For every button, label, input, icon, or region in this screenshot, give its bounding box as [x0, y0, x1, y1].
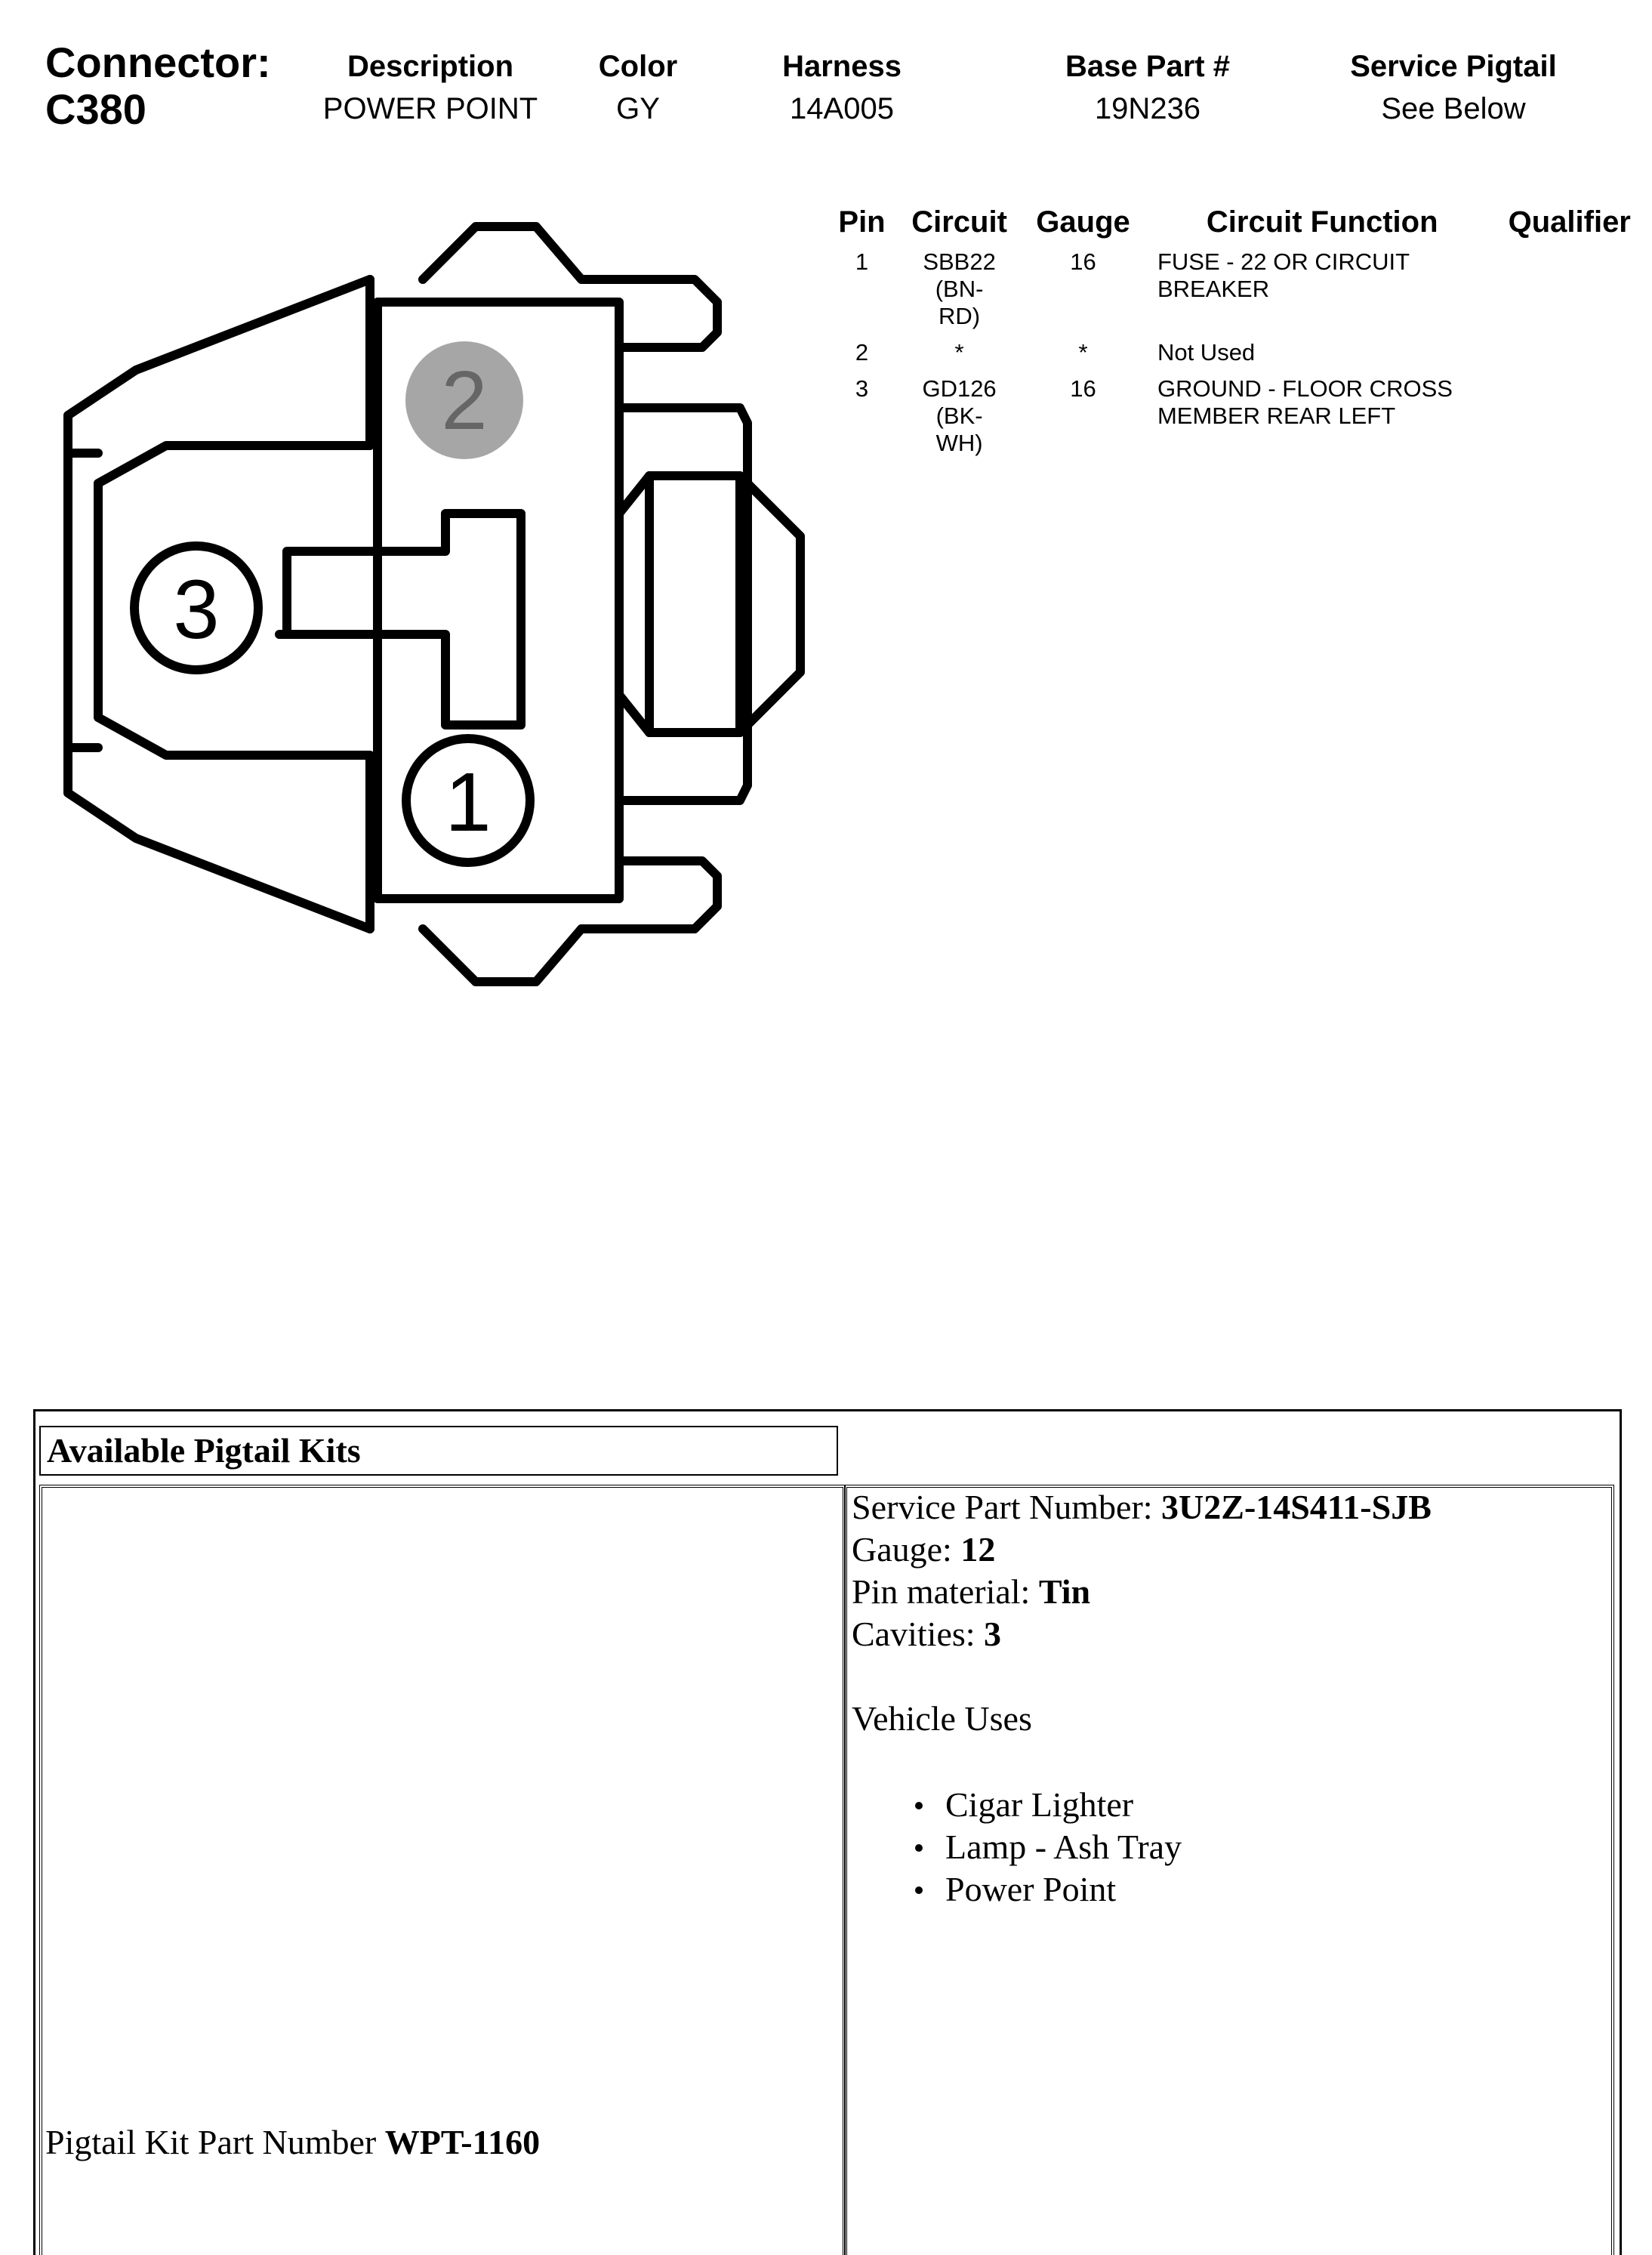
- table-row: [824, 248, 1652, 339]
- pin-1-label: 1: [445, 756, 492, 849]
- table-row: [824, 339, 1652, 375]
- service-part-value: 3U2Z-14S411-SJB: [1161, 1488, 1432, 1526]
- circuit-function-cell: [1147, 248, 1487, 339]
- base-part-heading: Base Part #: [1065, 50, 1230, 83]
- circuit-cell: [899, 339, 1019, 375]
- qualifier-header: Qualifier: [1508, 205, 1631, 239]
- pin-number: 2: [855, 339, 869, 366]
- base-part-value: 19N236: [1094, 92, 1201, 125]
- pigtail-kits-title: Available Pigtail Kits: [39, 1426, 838, 1476]
- list-item: Power Point: [945, 1868, 1432, 1911]
- circuit-line: SBB22 (BN-: [923, 248, 996, 302]
- circuit-function-header: Circuit Function: [1206, 205, 1438, 239]
- pin-material-value: Tin: [1038, 1572, 1091, 1611]
- gauge-cell: *: [1078, 339, 1088, 366]
- pin-table: [824, 205, 1652, 466]
- harness-column: [755, 50, 929, 126]
- list-item: Lamp - Ash Tray: [945, 1826, 1432, 1868]
- pin-material-line: [852, 1571, 1432, 1613]
- kit-part-label: Pigtail Kit Part Number: [45, 2123, 377, 2161]
- circuit-cell: [899, 248, 1019, 339]
- pin-number: 1: [855, 248, 869, 275]
- base-part-column: [1042, 50, 1253, 126]
- pigtail-kit-part: [45, 2122, 540, 2162]
- function-line: FUSE - 22 OR CIRCUIT: [1157, 248, 1410, 275]
- description-heading: Description: [347, 50, 514, 83]
- gauge-value: 12: [960, 1530, 996, 1569]
- vehicle-uses-list: [852, 1784, 1432, 1911]
- function-line: BREAKER: [1157, 276, 1270, 302]
- circuit-line: GD126 (BK-: [922, 375, 997, 429]
- connector-id: C380: [45, 85, 146, 133]
- service-pigtail-column: [1321, 50, 1586, 126]
- function-line: GROUND - FLOOR CROSS: [1157, 375, 1453, 402]
- qualifier-cell: [1487, 248, 1652, 339]
- service-pigtail-heading: Service Pigtail: [1350, 50, 1557, 83]
- gauge-cell: 16: [1070, 375, 1096, 402]
- description-value: POWER POINT: [322, 92, 538, 125]
- kit-part-value: WPT-1160: [384, 2123, 541, 2161]
- qualifier-cell: [1487, 375, 1652, 466]
- pin-table-header-row: [824, 205, 1652, 248]
- function-line: Not Used: [1157, 339, 1256, 366]
- harness-heading: Harness: [782, 50, 902, 83]
- circuit-header: Circuit: [911, 205, 1007, 239]
- gauge-header: Gauge: [1036, 205, 1130, 239]
- harness-value: 14A005: [790, 92, 894, 125]
- circuit-line: *: [954, 339, 964, 366]
- color-column: [574, 50, 702, 126]
- circuit-cell: [899, 375, 1019, 466]
- vehicle-uses-title: Vehicle Uses: [852, 1699, 1032, 1738]
- pin-number: 3: [855, 375, 869, 402]
- pin-3-label: 3: [173, 563, 220, 656]
- circuit-line: WH): [935, 430, 983, 456]
- color-value: GY: [616, 92, 660, 125]
- connector-bottom-tab: [423, 861, 717, 982]
- connector-label: Connector:: [45, 39, 271, 86]
- pin-header: Pin: [838, 205, 886, 239]
- connector-right-latch: [619, 347, 747, 861]
- cavities-label: Cavities:: [852, 1615, 975, 1653]
- service-part-line: [852, 1486, 1432, 1529]
- circuit-line: RD): [938, 303, 981, 329]
- circuit-function-cell: [1147, 375, 1487, 466]
- circuit-function-cell: [1147, 339, 1487, 375]
- connector-heading: [45, 39, 271, 133]
- pigtail-info: [852, 1486, 1432, 1911]
- pin-2-label: 2: [441, 354, 488, 447]
- list-item: Cigar Lighter: [945, 1784, 1432, 1826]
- table-row: [824, 375, 1652, 466]
- connector-key-slot: [279, 514, 521, 725]
- service-pigtail-value: See Below: [1381, 92, 1526, 125]
- cavities-line: [852, 1613, 1432, 1655]
- pin-material-label: Pin material:: [852, 1572, 1031, 1611]
- function-line: MEMBER REAR LEFT: [1157, 403, 1396, 429]
- qualifier-cell: [1487, 339, 1652, 375]
- connector-top-tab: [423, 227, 717, 347]
- connector-face-diagram: [53, 219, 808, 989]
- description-column: [310, 50, 551, 126]
- color-heading: Color: [598, 50, 678, 83]
- gauge-label: Gauge:: [852, 1530, 952, 1569]
- gauge-line: [852, 1529, 1432, 1571]
- gauge-cell: 16: [1070, 248, 1096, 275]
- service-part-label: Service Part Number:: [852, 1488, 1153, 1526]
- cavities-value: 3: [984, 1615, 1002, 1653]
